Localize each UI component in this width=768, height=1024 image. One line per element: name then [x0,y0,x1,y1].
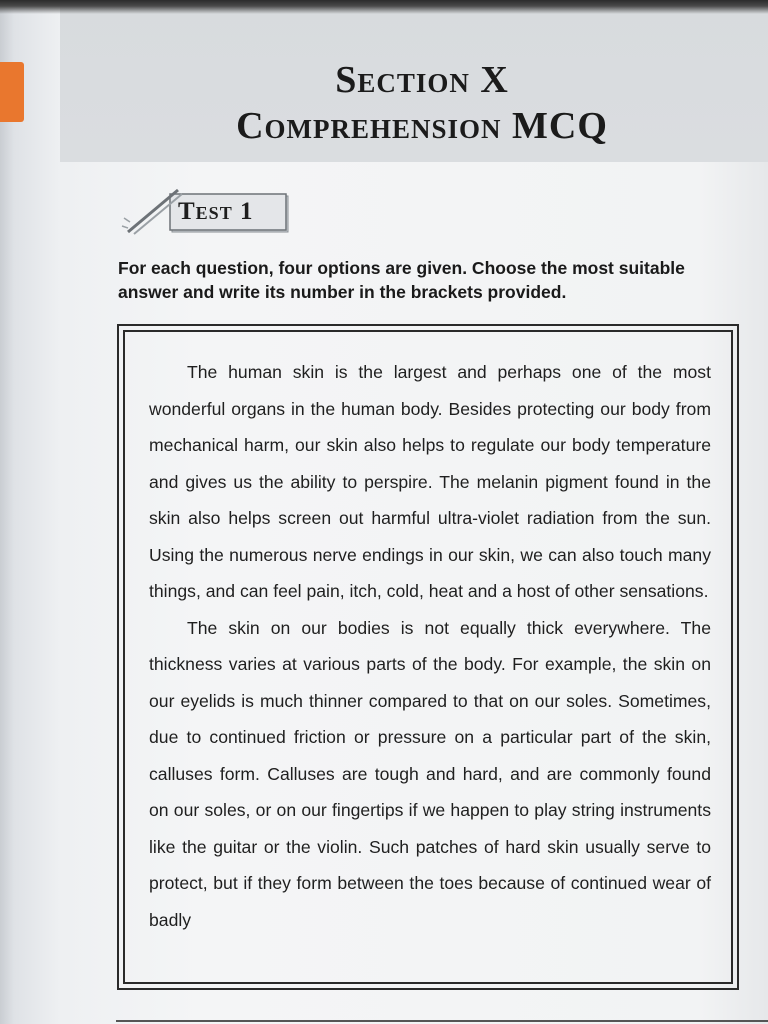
passage-box [123,330,733,984]
bottom-divider [116,1020,768,1022]
section-tab-marker [0,62,24,122]
page-top-shadow [0,0,768,14]
test-label: Test 1 [178,198,254,225]
passage-paragraph-1: The human skin is the largest and perhaps one of the most wonderful organs in the human body. Besides protecting our body from mechanical harm, our skin also helps to regulate our body temperature and gives us the ability to perspire. The melanin pigment found in the skin also helps screen out harmful ultra-violet radiation from the sun. Using the numerous nerve endings in our skin, we can also touch many things, and can feel pain, itch, cold, heat and a host of other sensations. [149,362,711,601]
instructions-text: For each question, four options are given. Choose the most suitable answer and write its number in the brackets provided. [118,258,685,302]
section-subtitle: Comprehension MCQ [236,105,608,147]
section-title: Section X [335,59,509,101]
passage-paragraph-2: The skin on our bodies is not equally thick everywhere. The thickness varies at various parts of the body. For example, the skin on our eyelids is much thinner compared to that on our soles. Sometimes, due to continued friction or pressure on a particular part of the skin, calluses form. Calluses are tough and hard, and are commonly found on our soles, or on our fingertips if we happen to play string instruments like the guitar or the violin. Such patches of hard skin usually serve to protect, but if they form between the toes because of continued wear of badly [149,617,711,930]
